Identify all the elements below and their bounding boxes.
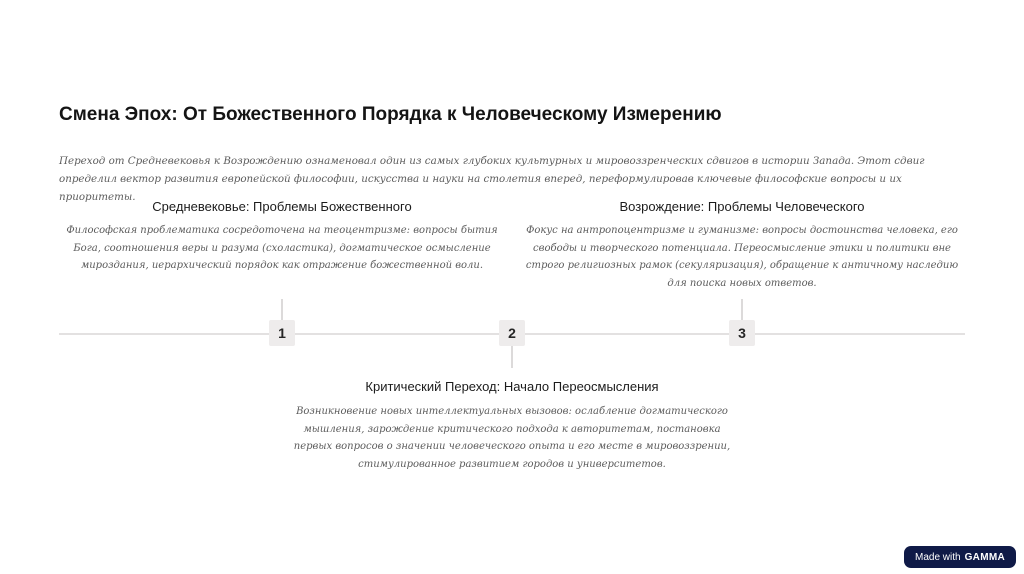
timeline-card-renaissance xyxy=(522,199,962,292)
intro-paragraph: Переход от Средневековья к Возрождению ознаменовал один из самых глубоких культурных и мировоззренческих сдвигов в истории Запада. Этот сдвиг определил вектор развития европейской философии, искусства и науки на столетия вперед, переформулировав ключевые философские вопросы и их приоритеты. xyxy=(59,155,925,203)
slide-title: Смена Эпох: От Божественного Порядка к Человеческому Измерению xyxy=(59,104,722,125)
timeline-connector xyxy=(741,299,743,321)
timeline-marker-3: 3 xyxy=(729,320,755,346)
gamma-logo: GAMMA xyxy=(964,551,1005,563)
timeline-connector xyxy=(511,346,513,368)
made-with-gamma-badge[interactable] xyxy=(904,546,1016,568)
card-text: Фокус на антропоцентризме и гуманизме: вопросы достоинства человека, его свободы и творческого потенциала. Переосмысление этики и политики вне строго религиозных рамок (секуляризация), обращение к античному наследию для поиска новых ответов. xyxy=(525,225,959,289)
timeline-card-medieval xyxy=(62,199,502,275)
timeline-marker-1: 1 xyxy=(269,320,295,346)
timeline-marker-2: 2 xyxy=(499,320,525,346)
card-heading: Средневековье: Проблемы Божественного xyxy=(152,199,412,214)
timeline-card-transition xyxy=(292,379,732,473)
card-heading: Критический Переход: Начало Переосмысления xyxy=(365,379,659,394)
badge-prefix: Made with xyxy=(915,551,961,563)
card-text: Философская проблематика сосредоточена на теоцентризме: вопросы бытия Бога, соотношения веры и разума (схоластика), догматическое осмысление мироздания, иерархический порядок как отражение божественной воли. xyxy=(66,225,498,271)
card-text: Возникновение новых интеллектуальных вызовов: ослабление догматического мышления, зарождение критического подхода к авторитетам, постановка первых вопросов о значении человеческого опыта и его месте в мировоззрении, стимулированное развитием городов и университетов. xyxy=(293,406,731,470)
timeline-connector xyxy=(281,299,283,321)
card-heading: Возрождение: Проблемы Человеческого xyxy=(619,199,865,214)
